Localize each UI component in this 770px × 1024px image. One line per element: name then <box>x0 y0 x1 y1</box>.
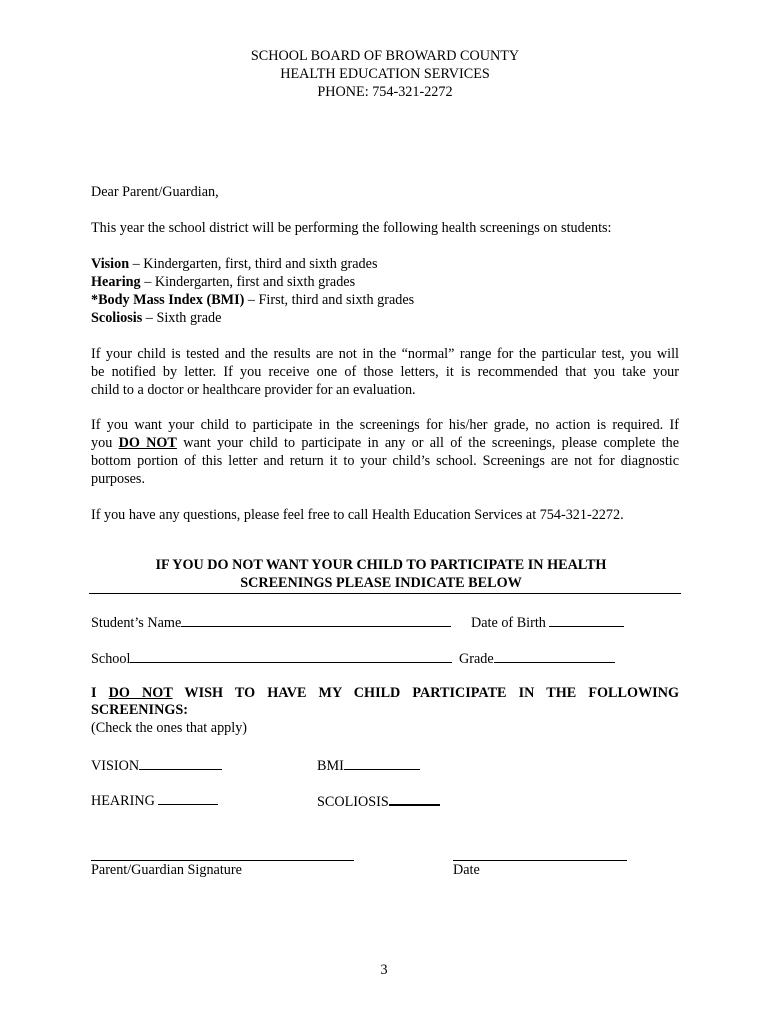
school-label: School <box>91 651 131 667</box>
signature-label: Parent/Guardian Signature <box>91 862 242 878</box>
grade-label: Grade <box>459 651 494 667</box>
para2-post: want your child to participate in any or all of the screenings, please complete the <box>176 435 680 451</box>
grade-row <box>459 648 615 668</box>
optout-do-not: DO NOT <box>108 685 173 701</box>
screening-detail: – First, third and sixth grades <box>244 292 415 308</box>
intro-text: This year the school district will be performing the following health screenings on students: <box>91 220 612 236</box>
bmi-label: BMI <box>317 758 344 774</box>
vision-check-field[interactable] <box>139 755 222 770</box>
header-line-1: SCHOOL BOARD OF BROWARD COUNTY <box>250 48 520 64</box>
check-note: (Check the ones that apply) <box>91 720 248 736</box>
screening-item <box>91 255 377 273</box>
student-name-field[interactable] <box>181 612 451 627</box>
screening-name: Vision <box>91 256 130 272</box>
hearing-check-field[interactable] <box>158 790 218 805</box>
header-line-3: PHONE: 754-321-2272 <box>317 84 453 100</box>
bmi-check-field[interactable] <box>344 755 420 770</box>
salutation: Dear Parent/Guardian, <box>91 184 219 200</box>
vision-label: VISION <box>91 758 140 774</box>
student-name-row <box>91 612 451 632</box>
vision-row <box>91 755 222 775</box>
screening-item <box>91 291 414 309</box>
screening-item <box>91 273 355 291</box>
school-row <box>91 648 452 668</box>
para2-line-3: bottom portion of this letter and return it to your child’s school. Screenings are not for diagnostic <box>91 453 679 469</box>
screening-item <box>91 309 221 327</box>
dob-row <box>471 612 624 632</box>
screening-name: Scoliosis <box>91 310 143 326</box>
contact-text: If you have any questions, please feel free to call Health Education Services at 754-321-2272. <box>91 507 624 523</box>
scoliosis-row <box>317 790 440 811</box>
hearing-row <box>91 790 218 810</box>
screening-name: *Body Mass Index (BMI) <box>91 292 245 308</box>
para1-line-1: If your child is tested and the results are not in the “normal” range for the particular test, you will <box>91 346 679 362</box>
screening-detail: – Kindergarten, first, third and sixth grades <box>129 256 378 272</box>
do-not-emphasis: DO NOT <box>118 435 177 451</box>
screening-detail: – Sixth grade <box>142 310 222 326</box>
optout-line-2: SCREENINGS: <box>91 702 188 718</box>
grade-field[interactable] <box>494 648 615 663</box>
form-heading-2: SCREENINGS PLEASE INDICATE BELOW <box>240 575 522 591</box>
scoliosis-check-field[interactable] <box>389 790 440 806</box>
screening-detail: – Kindergarten, first and sixth grades <box>140 274 356 290</box>
para1-line-3: child to a doctor or healthcare provider for an evaluation. <box>91 382 416 398</box>
para2-pre: you <box>91 435 119 451</box>
page-number: 3 <box>380 962 388 978</box>
para2-line-1: If you want your child to participate in the screenings for his/her grade, no action is required. If <box>91 417 679 433</box>
student-name-label: Student’s Name <box>91 615 182 631</box>
dob-label: Date of Birth <box>471 615 546 631</box>
bmi-row <box>317 755 420 775</box>
date-label: Date <box>453 862 480 878</box>
para2-line-2 <box>91 434 679 452</box>
form-heading-1: IF YOU DO NOT WANT YOUR CHILD TO PARTICIPATE IN HEALTH <box>155 557 607 573</box>
hearing-label: HEARING <box>91 793 155 809</box>
scoliosis-label: SCOLIOSIS <box>317 794 389 810</box>
optout-line-1: I DO NOT WISH TO HAVE MY CHILD PARTICIPATE IN THE FOLLOWING <box>91 685 679 701</box>
header-line-2: HEALTH EDUCATION SERVICES <box>280 66 490 82</box>
form-divider <box>89 593 681 594</box>
school-field[interactable] <box>130 648 452 663</box>
dob-field[interactable] <box>549 612 624 627</box>
para2-line-4: purposes. <box>91 471 145 487</box>
para1-line-2: be notified by letter. If you receive one of those letters, it is recommended that you take your <box>91 364 679 380</box>
screening-name: Hearing <box>91 274 141 290</box>
